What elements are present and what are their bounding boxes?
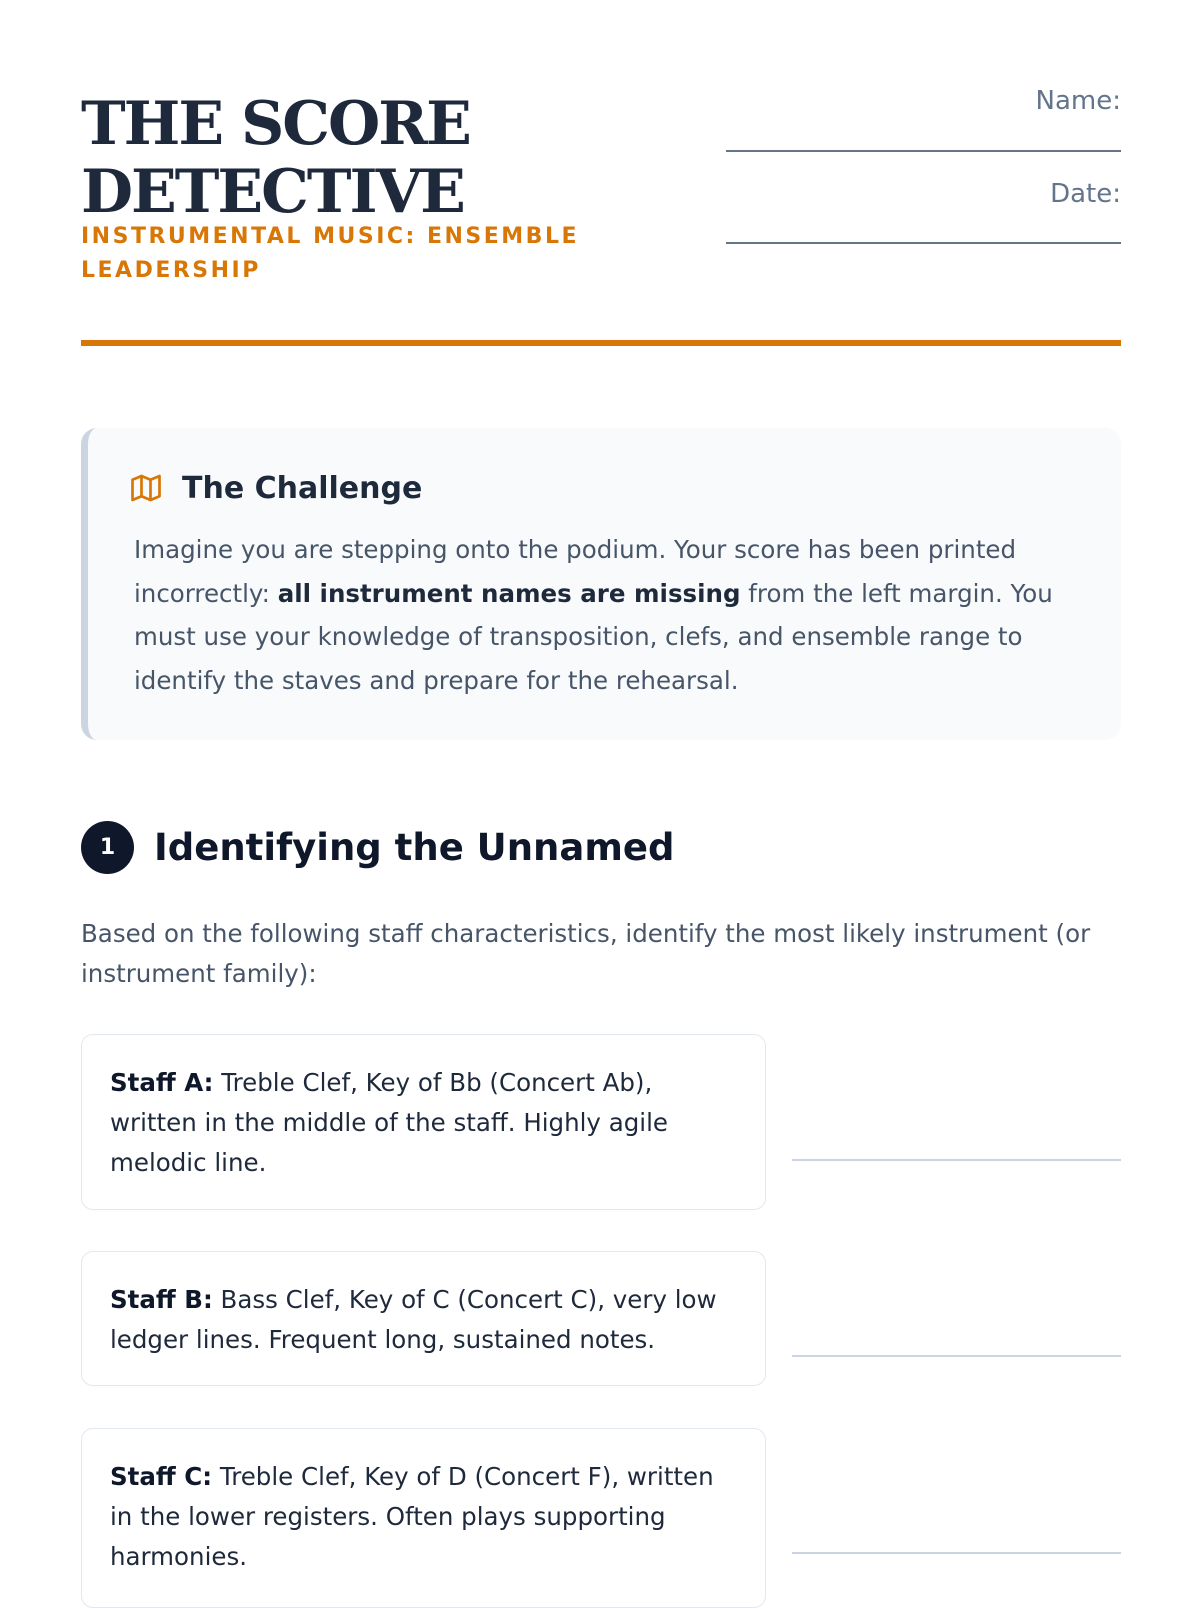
staff-c-label: Staff C: (110, 1462, 213, 1491)
title-line-1: THE SCORE (81, 89, 470, 159)
challenge-text (134, 528, 1064, 702)
challenge-text-start: Imagine you are stepping onto the podium. Your score has been printed incorrectly: (134, 535, 1017, 608)
staff-a-answer-line[interactable] (792, 1159, 1121, 1161)
challenge-heading (128, 470, 422, 506)
staff-c-card (81, 1428, 766, 1608)
section-1-heading (81, 821, 675, 874)
staff-c-description: Treble Clef, Key of D (Concert F), written in the lower registers. Often plays supporting harmonies. (110, 1462, 714, 1571)
section-number-badge: 1 (81, 821, 134, 874)
staff-a-card (81, 1034, 766, 1210)
header-divider (81, 340, 1121, 346)
date-label: Date: (1050, 179, 1121, 209)
staff-b-card (81, 1251, 766, 1386)
name-label: Name: (1035, 86, 1121, 116)
challenge-box (81, 428, 1121, 740)
worksheet-subtitle: INSTRUMENTAL MUSIC: ENSEMBLE LEADERSHIP (81, 224, 580, 283)
map-icon (128, 470, 164, 506)
challenge-title: The Challenge (182, 470, 423, 506)
title-line-2: DETECTIVE (81, 157, 464, 227)
challenge-text-end: from the left margin. You must use your knowledge of transposition, clefs, and ensemble range to identify the staves and prepare for the rehearsal. (134, 578, 1053, 695)
worksheet-title (81, 90, 641, 226)
staff-b-label: Staff B: (110, 1285, 213, 1314)
worksheet-header (81, 80, 1121, 350)
staff-b-description: Bass Clef, Key of C (Concert C), very low ledger lines. Frequent long, sustained notes. (110, 1285, 717, 1354)
section-instructions: Based on the following staff characteristics, identify the most likely instrument (or instrument family): (81, 919, 1091, 988)
challenge-text-emphasis: all instrument names are missing (277, 578, 741, 608)
staff-b-answer-line[interactable] (792, 1355, 1121, 1357)
staff-c-answer-line[interactable] (792, 1552, 1121, 1554)
name-field-line[interactable] (726, 150, 1121, 152)
date-field-line[interactable] (726, 242, 1121, 244)
section-title: Identifying the Unnamed (154, 826, 675, 869)
staff-a-label: Staff A: (110, 1068, 214, 1097)
staff-a-description: Treble Clef, Key of Bb (Concert Ab), written in the middle of the staff. Highly agile melodic line. (110, 1068, 668, 1177)
